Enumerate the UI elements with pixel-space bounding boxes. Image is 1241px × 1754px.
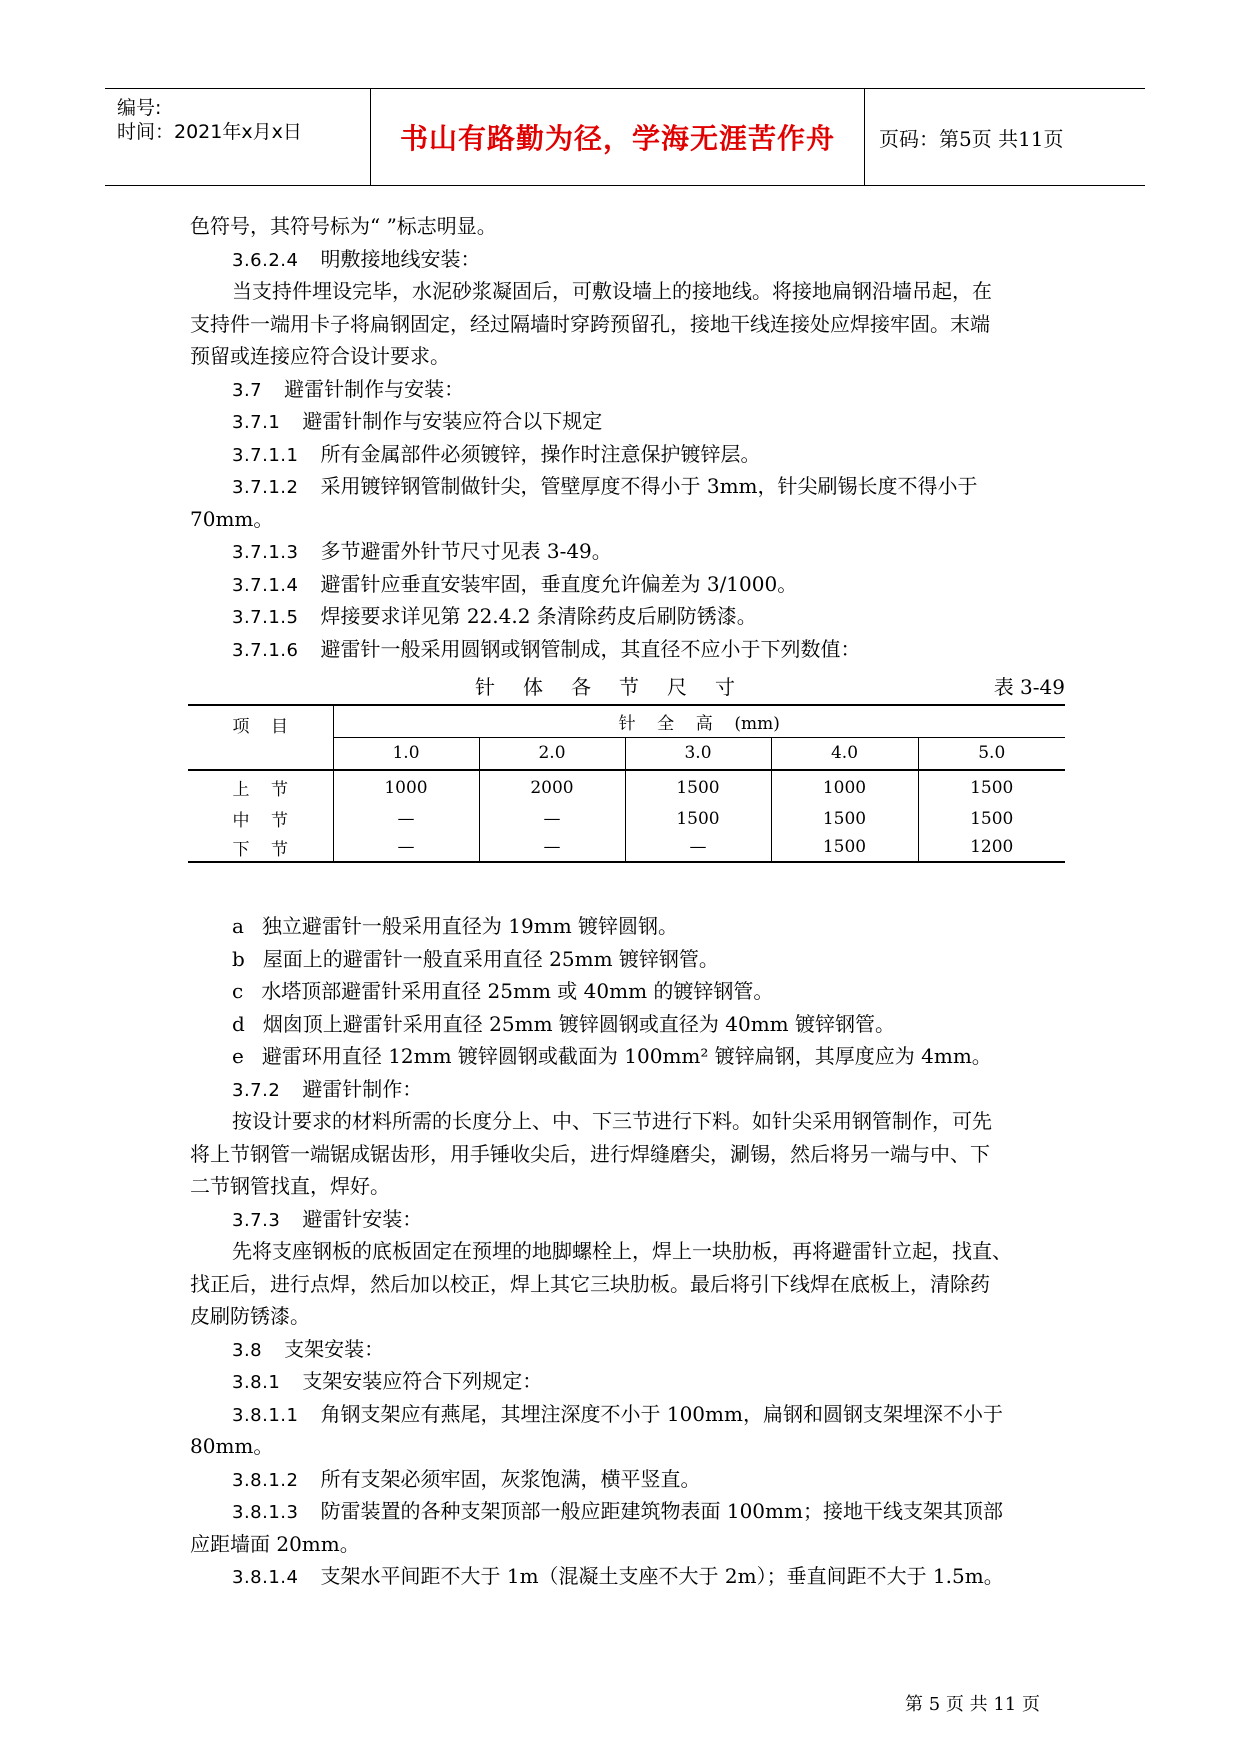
paragraph-line bbox=[190, 438, 1060, 471]
clause-text: 防雷装置的各种支架顶部一般应距建筑物表面 100mm；接地干线支架其顶部 bbox=[320, 1499, 1003, 1523]
table-row bbox=[188, 770, 1065, 804]
table-cell: 1500 bbox=[625, 804, 771, 833]
clause-text: 避雷环用直径 12mm 镀锌圆钢或截面为 100mm² 镀锌扁钢，其厚度应为 4mm。 bbox=[261, 1044, 992, 1068]
paragraph-line bbox=[190, 910, 1060, 943]
clause-text: 支架安装： bbox=[284, 1336, 385, 1361]
paragraph-line bbox=[190, 373, 1060, 406]
clause-text: 70mm。 bbox=[190, 506, 274, 531]
paragraph-line bbox=[190, 1073, 1060, 1106]
clause-text: 按设计要求的材料所需的长度分上、中、下三节进行下料。如针尖采用钢管制作，可先 bbox=[232, 1109, 992, 1133]
table-cell: 1200 bbox=[918, 833, 1065, 862]
table-col-header: 4.0 bbox=[771, 737, 918, 770]
clause-text: 所有金属部件必须镀锌，操作时注意保护镀锌层。 bbox=[320, 441, 761, 466]
paragraph-line bbox=[190, 1528, 1060, 1561]
clause-number: d bbox=[232, 1011, 245, 1036]
paragraph-line bbox=[190, 503, 1060, 536]
paragraph-line bbox=[190, 1008, 1060, 1041]
clause-number: e bbox=[232, 1044, 244, 1068]
paragraph-line bbox=[190, 1495, 1060, 1528]
paragraph-line bbox=[190, 470, 1060, 503]
paragraph-line bbox=[190, 600, 1060, 633]
table-row bbox=[188, 833, 1065, 862]
paragraph-line bbox=[190, 1040, 1060, 1073]
clause-text: 避雷针制作与安装： bbox=[284, 376, 465, 401]
clause-number: 3.6.2.4 bbox=[232, 249, 299, 271]
clause-text: 避雷针安装： bbox=[302, 1206, 423, 1231]
clause-text: 支架安装应符合下列规定： bbox=[302, 1369, 543, 1393]
page-footer: 第 5 页 共 11 页 bbox=[905, 1694, 1040, 1715]
clause-text: 支架水平间距不大于 1m（混凝土支座不大于 2m）；垂直间距不大于 1.5m。 bbox=[320, 1564, 1004, 1588]
table-title: 针体各节尺寸 bbox=[475, 675, 763, 699]
clause-text: 明敷接地线安装： bbox=[320, 246, 481, 271]
clause-text: 水塔顶部避雷针采用直径 25mm 或 40mm 的镀锌钢管。 bbox=[261, 979, 774, 1003]
clause-number: 3.7.2 bbox=[232, 1079, 281, 1101]
paragraph-line bbox=[190, 210, 1060, 243]
paragraph-line bbox=[190, 943, 1060, 976]
clause-text: 先将支座钢板的底板固定在预埋的地脚螺栓上，焊上一块肋板，再将避雷针立起，找直、 bbox=[232, 1239, 1012, 1263]
table-cell: 1000 bbox=[333, 770, 479, 804]
table-header-row bbox=[188, 705, 1065, 737]
clause-number: 3.8.1 bbox=[232, 1372, 281, 1393]
header-meta bbox=[105, 89, 371, 185]
table-cell: 1500 bbox=[625, 770, 771, 804]
table-cell: — bbox=[479, 804, 625, 833]
paragraph-line bbox=[190, 275, 1060, 308]
paragraph-line bbox=[190, 1268, 1060, 1301]
clause-number: 3.8.1.4 bbox=[232, 1567, 299, 1588]
clause-text: 避雷针制作： bbox=[302, 1076, 423, 1101]
table-cell: 1000 bbox=[771, 770, 918, 804]
table-cell: — bbox=[333, 833, 479, 862]
clause-text: 角钢支架应有燕尾，其埋注深度不小于 100mm，扁钢和圆钢支架埋深不小于 bbox=[320, 1401, 1003, 1426]
clause-text: 采用镀锌钢管制做针尖，管壁厚度不得小于 3mm，针尖刷锡长度不得小于 bbox=[320, 474, 978, 498]
clause-number: a bbox=[232, 914, 244, 938]
clause-text: 屋面上的避雷针一般直采用直径 25mm 镀锌钢管。 bbox=[262, 946, 719, 971]
time-label: 时间：2021年x月x日 bbox=[117, 121, 302, 143]
table-cell: 2000 bbox=[479, 770, 625, 804]
clause-number: 3.7.1.2 bbox=[232, 477, 299, 498]
paragraph-line bbox=[190, 1430, 1060, 1463]
table-cell: — bbox=[333, 804, 479, 833]
paragraph-line bbox=[190, 340, 1060, 373]
spec-table bbox=[188, 704, 1065, 863]
clause-text: 避雷针应垂直安装牢固，垂直度允许偏差为 3/1000。 bbox=[320, 571, 798, 596]
paragraph-line bbox=[190, 1203, 1060, 1236]
table-col-header: 1.0 bbox=[333, 737, 479, 770]
paragraph-line bbox=[190, 1560, 1060, 1593]
table-cell: 1500 bbox=[771, 833, 918, 862]
clause-number: 3.7.1.1 bbox=[232, 444, 299, 466]
paragraph-line bbox=[190, 1333, 1060, 1366]
table-cell: — bbox=[479, 833, 625, 862]
clause-number: 3.8.1.2 bbox=[232, 1469, 299, 1491]
table-ref: 表 3-49 bbox=[993, 675, 1065, 699]
clause-number: 3.7.1.4 bbox=[232, 574, 299, 596]
clause-number: 3.7.1.6 bbox=[232, 639, 299, 661]
header-page-label: 页码：第5页 共11页 bbox=[879, 127, 1064, 151]
clause-text: 二节钢管找直，焊好。 bbox=[190, 1174, 390, 1198]
clause-number: 3.8.1.1 bbox=[232, 1404, 299, 1426]
clause-text: 将上节钢管一端锯成锯齿形，用手锤收尖后，进行焊缝磨尖，涮锡，然后将另一端与中、下 bbox=[190, 1141, 990, 1166]
clause-number: 3.8 bbox=[232, 1339, 263, 1361]
table-cell: 1500 bbox=[918, 804, 1065, 833]
table-body bbox=[188, 770, 1065, 862]
paragraph-line bbox=[190, 1235, 1060, 1268]
clause-text: 焊接要求详见第 22.4.2 条清除药皮后刷防锈漆。 bbox=[320, 604, 757, 628]
clause-number: 3.7.1 bbox=[232, 412, 281, 433]
table-row-label: 中 节 bbox=[232, 811, 289, 831]
clause-text: 80mm。 bbox=[190, 1434, 274, 1458]
paragraph-line bbox=[190, 243, 1060, 276]
table-row-label: 上 节 bbox=[188, 770, 333, 804]
clause-number: 3.7.3 bbox=[232, 1209, 281, 1231]
table-group-header: 针 全 高 (mm) bbox=[333, 705, 1065, 737]
paragraph-line bbox=[190, 535, 1060, 568]
paragraph-line bbox=[190, 1138, 1060, 1171]
clause-text: 应距墙面 20mm。 bbox=[190, 1531, 360, 1556]
table-item-header: 项 目 bbox=[188, 705, 333, 770]
clause-text: 烟囱顶上避雷针采用直径 25mm 镀锌圆钢或直径为 40mm 镀锌钢管。 bbox=[262, 1011, 895, 1036]
table-col-header: 5.0 bbox=[918, 737, 1065, 770]
header-motto: 书山有路勤为径，学海无涯苦作舟 bbox=[371, 89, 865, 185]
paragraph-line bbox=[190, 1300, 1060, 1333]
body-text-top bbox=[190, 210, 1060, 665]
clause-text: 皮刷防锈漆。 bbox=[190, 1304, 310, 1328]
table-col-header: 2.0 bbox=[479, 737, 625, 770]
paragraph-line bbox=[190, 1398, 1060, 1431]
table-row-label: 下 节 bbox=[232, 839, 289, 860]
paragraph-line bbox=[190, 308, 1060, 341]
clause-number: 3.7.1.3 bbox=[232, 542, 299, 563]
paragraph-line bbox=[190, 975, 1060, 1008]
paragraph-line bbox=[190, 1365, 1060, 1398]
serial-label: 编号: bbox=[117, 97, 162, 119]
paragraph-line bbox=[190, 1463, 1060, 1496]
clause-text: 避雷针一般采用圆钢或钢管制成，其直径不应小于下列数值： bbox=[320, 636, 861, 661]
table-cell: 1500 bbox=[918, 770, 1065, 804]
table-title-row bbox=[190, 671, 1065, 701]
table-cell: — bbox=[625, 833, 771, 862]
clause-text: 所有支架必须牢固，灰浆饱满，横平竖直。 bbox=[320, 1466, 701, 1491]
paragraph-line bbox=[190, 1170, 1060, 1203]
clause-text: 避雷针制作与安装应符合以下规定 bbox=[302, 409, 603, 433]
table-cell: 1500 bbox=[771, 804, 918, 833]
table-row bbox=[188, 804, 1065, 833]
clause-text: 预留或连接应符合设计要求。 bbox=[190, 344, 450, 368]
clause-text: 独立避雷针一般采用直径为 19mm 镀锌圆钢。 bbox=[261, 914, 679, 938]
paragraph-line bbox=[190, 568, 1060, 601]
clause-text: 色符号，其符号标为“ ”标志明显。 bbox=[190, 214, 497, 238]
table-col-header: 3.0 bbox=[625, 737, 771, 770]
clause-number: 3.8.1.3 bbox=[232, 1502, 299, 1523]
clause-number: b bbox=[232, 946, 245, 971]
paragraph-line bbox=[190, 633, 1060, 666]
paragraph-line bbox=[190, 1105, 1060, 1138]
clause-number: c bbox=[232, 979, 244, 1003]
clause-number: 3.7.1.5 bbox=[232, 607, 299, 628]
clause-text: 当支持件埋设完毕，水泥砂浆凝固后，可敷设墙上的接地线。将接地扁钢沿墙吊起，在 bbox=[232, 279, 992, 303]
clause-number: 3.7 bbox=[232, 379, 263, 401]
page-header bbox=[105, 88, 1145, 186]
paragraph-line bbox=[190, 405, 1060, 438]
clause-text: 支持件一端用卡子将扁钢固定，经过隔墙时穿跨预留孔，接地干线连接处应焊接牢固。末端 bbox=[190, 311, 990, 336]
body-text-bottom bbox=[190, 910, 1060, 1593]
clause-text: 多节避雷外针节尺寸见表 3-49。 bbox=[320, 539, 612, 563]
clause-text: 找正后，进行点焊，然后加以校正，焊上其它三块肋板。最后将引下线焊在底板上，清除药 bbox=[190, 1271, 990, 1296]
